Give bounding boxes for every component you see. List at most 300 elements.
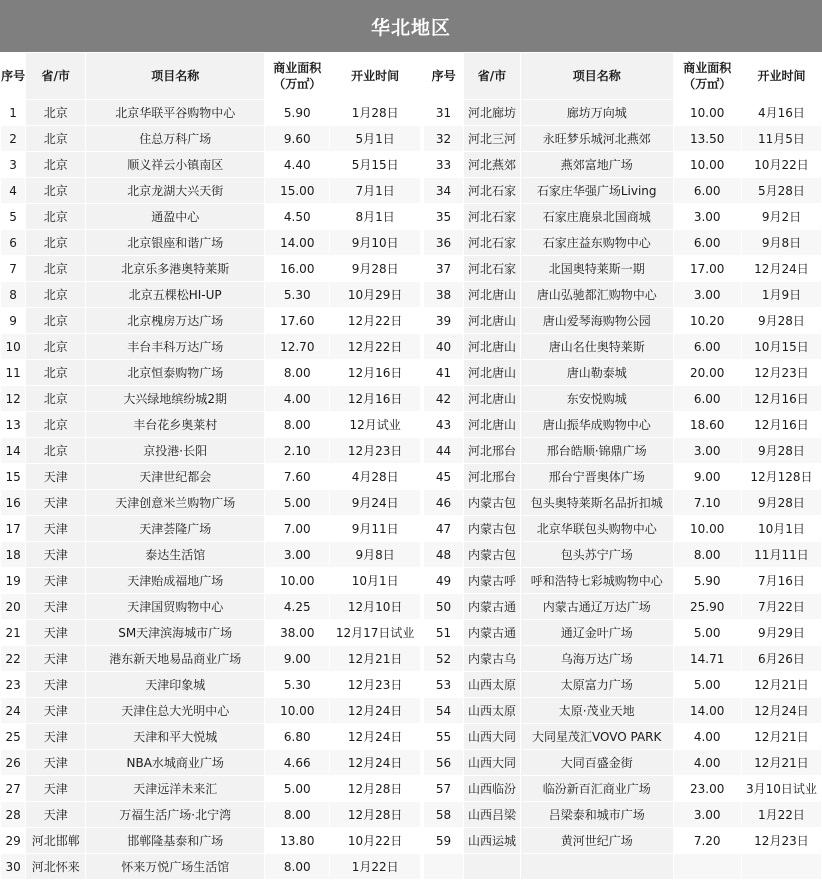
- row-open-date: 12月24日: [330, 750, 421, 776]
- row-open-date: 9月2日: [741, 204, 821, 230]
- row-province: 内蒙古包: [464, 542, 521, 568]
- row-area: 4.40: [265, 152, 330, 178]
- row-index: 30: [1, 854, 26, 880]
- row-province: 河北燕郊: [464, 152, 521, 178]
- row-project-name: 天津远洋未来汇: [86, 776, 265, 802]
- row-open-date: 12月21日: [741, 724, 821, 750]
- row-province: 天津: [26, 620, 86, 646]
- row-province: 山西太原: [464, 698, 521, 724]
- row-index: 17: [1, 516, 26, 542]
- row-province: 河北怀来: [26, 854, 86, 880]
- row-project-name: 通盈中心: [86, 204, 265, 230]
- table-row: [1, 412, 822, 438]
- table-row: [1, 646, 822, 672]
- row-province: 河北石家: [464, 256, 521, 282]
- row-index: 8: [1, 282, 26, 308]
- row-project-name: 唐山振华成购物中心: [520, 412, 673, 438]
- row-open-date: 12月16日: [330, 360, 421, 386]
- row-area: 3.00: [673, 802, 741, 828]
- row-area: 15.00: [265, 178, 330, 204]
- row-area: 6.80: [265, 724, 330, 750]
- row-index: 1: [1, 100, 26, 126]
- row-project-name: 万福生活广场·北宁湾: [86, 802, 265, 828]
- row-index: 37: [424, 256, 464, 282]
- row-index: 44: [424, 438, 464, 464]
- row-area: 7.00: [265, 516, 330, 542]
- row-area: 4.50: [265, 204, 330, 230]
- row-project-name: 住总万科广场: [86, 126, 265, 152]
- row-province: 内蒙古乌: [464, 646, 521, 672]
- row-index: 59: [424, 828, 464, 854]
- row-province: 北京: [26, 412, 86, 438]
- row-area: 5.00: [265, 490, 330, 516]
- row-project-name: 太原·茂业天地: [520, 698, 673, 724]
- row-project-name: 内蒙古通辽万达广场: [520, 594, 673, 620]
- row-province: 天津: [26, 568, 86, 594]
- row-province: 天津: [26, 802, 86, 828]
- row-project-name: 唐山爱琴海购物公园: [520, 308, 673, 334]
- header-area: 商业面积（万㎡）: [673, 53, 741, 100]
- row-open-date: 9月11日: [330, 516, 421, 542]
- row-area: 5.90: [265, 100, 330, 126]
- row-open-date: 12月24日: [741, 698, 821, 724]
- table-row: [1, 126, 822, 152]
- row-open-date: 7月16日: [741, 568, 821, 594]
- row-area: 5.90: [673, 568, 741, 594]
- row-open-date: 12月21日: [741, 750, 821, 776]
- row-project-name: 燕郊富地广场: [520, 152, 673, 178]
- row-area: 4.66: [265, 750, 330, 776]
- row-project-name: 北国奥特莱斯一期: [520, 256, 673, 282]
- row-open-date: 5月1日: [330, 126, 421, 152]
- row-area: 9.00: [265, 646, 330, 672]
- row-index: 39: [424, 308, 464, 334]
- table-row: [1, 802, 822, 828]
- row-project-name: 顺义祥云小镇南区: [86, 152, 265, 178]
- row-index: 10: [1, 334, 26, 360]
- row-project-name: 邢台皓顺·锦鼎广场: [520, 438, 673, 464]
- row-index: 7: [1, 256, 26, 282]
- row-open-date: 9月8日: [330, 542, 421, 568]
- row-province: [464, 854, 521, 880]
- region-title: 华北地区: [0, 0, 822, 52]
- row-area: 6.00: [673, 386, 741, 412]
- header-area: 商业面积（万㎡）: [265, 53, 330, 100]
- row-province: 北京: [26, 386, 86, 412]
- row-area: 7.20: [673, 828, 741, 854]
- table-row: [1, 750, 822, 776]
- row-open-date: 12月23日: [741, 360, 821, 386]
- row-open-date: 9月29日: [741, 620, 821, 646]
- row-project-name: 包头奥特莱斯名品折扣城: [520, 490, 673, 516]
- row-open-date: 9月24日: [330, 490, 421, 516]
- row-index: 20: [1, 594, 26, 620]
- table-row: [1, 568, 822, 594]
- row-project-name: 北京龙湖大兴天街: [86, 178, 265, 204]
- header-project-name: 项目名称: [86, 53, 265, 100]
- row-project-name: 乌海万达广场: [520, 646, 673, 672]
- row-province: 天津: [26, 724, 86, 750]
- row-area: 8.00: [265, 412, 330, 438]
- row-index: 25: [1, 724, 26, 750]
- row-province: 天津: [26, 542, 86, 568]
- row-open-date: 9月28日: [741, 490, 821, 516]
- row-project-name: 泰达生活馆: [86, 542, 265, 568]
- row-index: 12: [1, 386, 26, 412]
- row-open-date: 8月1日: [330, 204, 421, 230]
- row-open-date: 6月26日: [741, 646, 821, 672]
- row-index: 21: [1, 620, 26, 646]
- row-province: 山西临汾: [464, 776, 521, 802]
- table-row: [1, 230, 822, 256]
- row-area: 23.00: [673, 776, 741, 802]
- table-row: [1, 282, 822, 308]
- row-project-name: 丰台丰科万达广场: [86, 334, 265, 360]
- row-open-date: 12月28日: [330, 802, 421, 828]
- table-row: [1, 334, 822, 360]
- row-index: 9: [1, 308, 26, 334]
- row-project-name: 通辽金叶广场: [520, 620, 673, 646]
- table-row: [1, 386, 822, 412]
- row-province: 北京: [26, 438, 86, 464]
- row-index: 11: [1, 360, 26, 386]
- row-area: 7.10: [673, 490, 741, 516]
- row-index: 2: [1, 126, 26, 152]
- table-row: [1, 360, 822, 386]
- row-open-date: 9月8日: [741, 230, 821, 256]
- row-province: 内蒙古包: [464, 516, 521, 542]
- row-project-name: SM天津滨海城市广场: [86, 620, 265, 646]
- row-open-date: 1月9日: [741, 282, 821, 308]
- row-open-date: 12月16日: [741, 386, 821, 412]
- row-area: 5.00: [673, 672, 741, 698]
- row-open-date: 9月28日: [741, 308, 821, 334]
- row-area: 9.00: [673, 464, 741, 490]
- row-index: 47: [424, 516, 464, 542]
- row-area: 3.00: [673, 282, 741, 308]
- row-area: 12.70: [265, 334, 330, 360]
- table-row: [1, 438, 822, 464]
- row-project-name: 唐山勒泰城: [520, 360, 673, 386]
- row-index: 22: [1, 646, 26, 672]
- table-row: [1, 152, 822, 178]
- row-index: 24: [1, 698, 26, 724]
- table-header-row: [1, 53, 822, 100]
- row-project-name: 吕梁泰和城市广场: [520, 802, 673, 828]
- row-project-name: 大同百盛金街: [520, 750, 673, 776]
- row-index: 32: [424, 126, 464, 152]
- row-province: 河北邢台: [464, 464, 521, 490]
- row-open-date: 1月28日: [330, 100, 421, 126]
- table-row: [1, 100, 822, 126]
- row-project-name: 天津印象城: [86, 672, 265, 698]
- row-index: 16: [1, 490, 26, 516]
- row-open-date: 1月22日: [330, 854, 421, 880]
- row-index: 48: [424, 542, 464, 568]
- row-index: 28: [1, 802, 26, 828]
- row-area: [673, 854, 741, 880]
- row-area: 38.00: [265, 620, 330, 646]
- table-row: [1, 828, 822, 854]
- row-open-date: 9月28日: [741, 438, 821, 464]
- row-index: 6: [1, 230, 26, 256]
- row-area: 10.00: [673, 516, 741, 542]
- row-area: 5.00: [673, 620, 741, 646]
- mall-openings-table: [0, 52, 822, 880]
- row-project-name: 天津住总大光明中心: [86, 698, 265, 724]
- row-index: 53: [424, 672, 464, 698]
- row-province: 内蒙古通: [464, 594, 521, 620]
- row-project-name: 天津贻成福地广场: [86, 568, 265, 594]
- row-open-date: 1月22日: [741, 802, 821, 828]
- row-index: 34: [424, 178, 464, 204]
- row-project-name: 北京乐多港奥特莱斯: [86, 256, 265, 282]
- row-area: 18.60: [673, 412, 741, 438]
- table-row: [1, 672, 822, 698]
- row-project-name: 丰台花乡奥莱村: [86, 412, 265, 438]
- row-project-name: 京投港·长阳: [86, 438, 265, 464]
- row-province: 山西吕梁: [464, 802, 521, 828]
- row-area: 17.00: [673, 256, 741, 282]
- table-row: [1, 308, 822, 334]
- table-row: [1, 490, 822, 516]
- row-index: 50: [424, 594, 464, 620]
- row-index: 35: [424, 204, 464, 230]
- row-project-name: 唐山名仕奥特莱斯: [520, 334, 673, 360]
- row-index: 52: [424, 646, 464, 672]
- row-open-date: 4月28日: [330, 464, 421, 490]
- row-project-name: 怀来万悦广场生活馆: [86, 854, 265, 880]
- row-area: 17.60: [265, 308, 330, 334]
- row-index: [424, 854, 464, 880]
- row-project-name: 石家庄益东购物中心: [520, 230, 673, 256]
- row-project-name: 北京五棵松HI-UP: [86, 282, 265, 308]
- row-open-date: [741, 854, 821, 880]
- row-area: 13.80: [265, 828, 330, 854]
- row-open-date: 12月24日: [330, 698, 421, 724]
- table-row: [1, 776, 822, 802]
- row-project-name: 北京华联包头购物中心: [520, 516, 673, 542]
- row-open-date: 12月17日试业: [330, 620, 421, 646]
- row-index: 43: [424, 412, 464, 438]
- row-province: 山西大同: [464, 724, 521, 750]
- row-project-name: 永旺梦乐城河北燕郊: [520, 126, 673, 152]
- row-area: 5.00: [265, 776, 330, 802]
- row-index: 45: [424, 464, 464, 490]
- row-province: 河北唐山: [464, 308, 521, 334]
- row-project-name: 呼和浩特七彩城购物中心: [520, 568, 673, 594]
- row-project-name: 太原富力广场: [520, 672, 673, 698]
- row-province: 天津: [26, 776, 86, 802]
- row-index: 31: [424, 100, 464, 126]
- row-area: 10.00: [265, 568, 330, 594]
- row-project-name: 大兴绿地缤纷城2期: [86, 386, 265, 412]
- row-area: 4.00: [673, 724, 741, 750]
- table-row: [1, 724, 822, 750]
- row-project-name: 天津创意米兰购物广场: [86, 490, 265, 516]
- row-project-name: NBA水城商业广场: [86, 750, 265, 776]
- row-province: 河北唐山: [464, 386, 521, 412]
- row-province: 北京: [26, 360, 86, 386]
- row-project-name: 廊坊万向城: [520, 100, 673, 126]
- row-project-name: 北京恒泰购物广场: [86, 360, 265, 386]
- row-province: 北京: [26, 308, 86, 334]
- row-index: 27: [1, 776, 26, 802]
- table-row: [1, 178, 822, 204]
- row-index: 49: [424, 568, 464, 594]
- row-open-date: 7月1日: [330, 178, 421, 204]
- row-province: 河北邯郸: [26, 828, 86, 854]
- row-index: 55: [424, 724, 464, 750]
- row-open-date: 10月29日: [330, 282, 421, 308]
- row-province: 天津: [26, 646, 86, 672]
- row-index: 29: [1, 828, 26, 854]
- row-index: 58: [424, 802, 464, 828]
- row-project-name: 天津和平大悦城: [86, 724, 265, 750]
- row-index: 23: [1, 672, 26, 698]
- row-project-name: 北京华联平谷购物中心: [86, 100, 265, 126]
- row-project-name: [520, 854, 673, 880]
- row-index: 36: [424, 230, 464, 256]
- row-project-name: 石家庄华强广场Living: [520, 178, 673, 204]
- row-province: 河北唐山: [464, 282, 521, 308]
- row-province: 天津: [26, 750, 86, 776]
- row-area: 4.25: [265, 594, 330, 620]
- header-index: 序号: [424, 53, 464, 100]
- row-area: 16.00: [265, 256, 330, 282]
- row-province: 河北廊坊: [464, 100, 521, 126]
- header-province: 省/市: [464, 53, 521, 100]
- row-province: 北京: [26, 334, 86, 360]
- row-open-date: 12月10日: [330, 594, 421, 620]
- table-row: [1, 594, 822, 620]
- table-row: [1, 698, 822, 724]
- row-province: 河北唐山: [464, 360, 521, 386]
- row-area: 10.00: [673, 152, 741, 178]
- row-index: 57: [424, 776, 464, 802]
- row-province: 河北邢台: [464, 438, 521, 464]
- row-open-date: 3月10日试业: [741, 776, 821, 802]
- row-area: 10.00: [265, 698, 330, 724]
- row-index: 56: [424, 750, 464, 776]
- row-project-name: 港东新天地易品商业广场: [86, 646, 265, 672]
- row-open-date: 12月16日: [330, 386, 421, 412]
- row-project-name: 黄河世纪广场: [520, 828, 673, 854]
- header-open-date: 开业时间: [330, 53, 421, 100]
- row-index: 13: [1, 412, 26, 438]
- row-province: 内蒙古包: [464, 490, 521, 516]
- row-open-date: 5月28日: [741, 178, 821, 204]
- row-province: 河北三河: [464, 126, 521, 152]
- row-area: 3.00: [265, 542, 330, 568]
- row-index: 19: [1, 568, 26, 594]
- row-open-date: 12月22日: [330, 334, 421, 360]
- row-area: 10.20: [673, 308, 741, 334]
- row-area: 9.60: [265, 126, 330, 152]
- row-open-date: 12月128日: [741, 464, 821, 490]
- row-open-date: 12月16日: [741, 412, 821, 438]
- row-area: 14.71: [673, 646, 741, 672]
- row-index: 42: [424, 386, 464, 412]
- row-index: 18: [1, 542, 26, 568]
- row-project-name: 大同星茂汇VOVO PARK: [520, 724, 673, 750]
- row-project-name: 邢台宁晋奥体广场: [520, 464, 673, 490]
- row-province: 北京: [26, 256, 86, 282]
- row-open-date: 12月28日: [330, 776, 421, 802]
- row-open-date: 11月5日: [741, 126, 821, 152]
- row-project-name: 临汾新百汇商业广场: [520, 776, 673, 802]
- row-open-date: 12月23日: [741, 828, 821, 854]
- row-index: 54: [424, 698, 464, 724]
- row-province: 天津: [26, 672, 86, 698]
- row-index: 41: [424, 360, 464, 386]
- row-province: 北京: [26, 100, 86, 126]
- row-open-date: 12月23日: [330, 672, 421, 698]
- row-area: 14.00: [265, 230, 330, 256]
- row-area: 8.00: [265, 854, 330, 880]
- row-area: 2.10: [265, 438, 330, 464]
- row-area: 13.50: [673, 126, 741, 152]
- row-province: 天津: [26, 490, 86, 516]
- row-open-date: 9月28日: [330, 256, 421, 282]
- row-area: 3.00: [673, 204, 741, 230]
- header-project-name: 项目名称: [520, 53, 673, 100]
- row-open-date: 10月1日: [330, 568, 421, 594]
- row-province: 北京: [26, 230, 86, 256]
- row-area: 25.90: [673, 594, 741, 620]
- row-area: 5.30: [265, 672, 330, 698]
- table-row: [1, 854, 822, 880]
- row-area: 4.00: [265, 386, 330, 412]
- row-open-date: 10月1日: [741, 516, 821, 542]
- table-row: [1, 516, 822, 542]
- row-province: 河北唐山: [464, 334, 521, 360]
- row-open-date: 5月15日: [330, 152, 421, 178]
- row-province: 北京: [26, 152, 86, 178]
- row-area: 20.00: [673, 360, 741, 386]
- row-index: 15: [1, 464, 26, 490]
- header-index: 序号: [1, 53, 26, 100]
- row-area: 8.00: [265, 802, 330, 828]
- row-province: 天津: [26, 594, 86, 620]
- row-project-name: 东安悦购城: [520, 386, 673, 412]
- row-index: 46: [424, 490, 464, 516]
- row-open-date: 4月16日: [741, 100, 821, 126]
- table-row: [1, 204, 822, 230]
- table-row: [1, 542, 822, 568]
- row-project-name: 天津国贸购物中心: [86, 594, 265, 620]
- row-open-date: 12月21日: [330, 646, 421, 672]
- row-project-name: 北京槐房万达广场: [86, 308, 265, 334]
- row-province: 内蒙古通: [464, 620, 521, 646]
- row-area: 7.60: [265, 464, 330, 490]
- row-index: 5: [1, 204, 26, 230]
- row-open-date: 12月23日: [330, 438, 421, 464]
- table-row: [1, 464, 822, 490]
- row-area: 14.00: [673, 698, 741, 724]
- header-open-date: 开业时间: [741, 53, 821, 100]
- row-open-date: 10月22日: [330, 828, 421, 854]
- row-open-date: 12月24日: [741, 256, 821, 282]
- row-area: 8.00: [265, 360, 330, 386]
- row-open-date: 12月21日: [741, 672, 821, 698]
- row-province: 北京: [26, 178, 86, 204]
- row-area: 4.00: [673, 750, 741, 776]
- row-index: 3: [1, 152, 26, 178]
- header-province: 省/市: [26, 53, 86, 100]
- row-index: 14: [1, 438, 26, 464]
- row-province: 天津: [26, 516, 86, 542]
